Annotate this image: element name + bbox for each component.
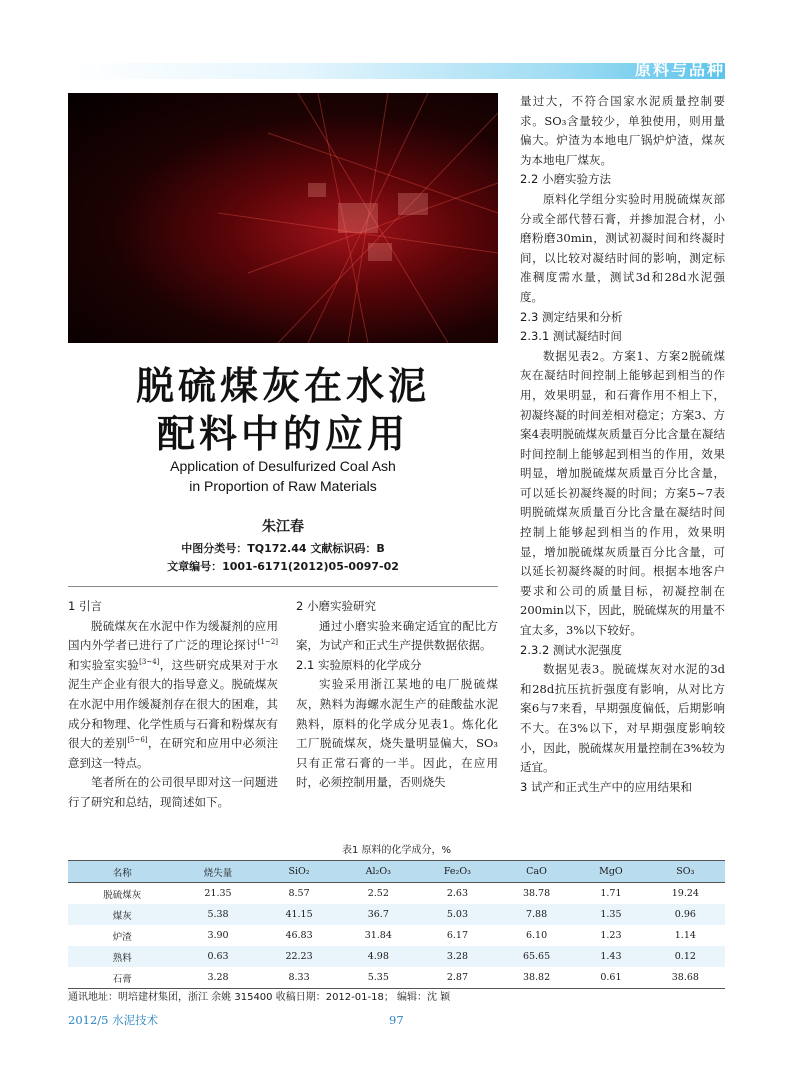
citation: [5~6] xyxy=(127,736,148,745)
table-cell: 46.83 xyxy=(285,930,313,941)
table-cell: 65.65 xyxy=(497,946,576,967)
subsection-heading: 2.3.1 测试凝结时间 xyxy=(520,329,622,344)
table-cell: 熟料 xyxy=(68,946,177,967)
citation: [1~2] xyxy=(257,638,278,647)
column-header: 烧失量 xyxy=(177,861,260,883)
text-run: ，在研究和应用中必须注意到这一特点。 xyxy=(68,736,279,770)
section-heading: 2 小磨实验研究 xyxy=(296,599,376,613)
table-cell: 煤灰 xyxy=(68,904,177,925)
table-cell: 5.03 xyxy=(418,904,497,925)
table-cell: 2.52 xyxy=(367,888,389,899)
section-heading: 1 引言 xyxy=(68,599,102,613)
table-row xyxy=(68,904,725,925)
table-header-row xyxy=(68,861,725,883)
text-run: 脱硫煤灰在水泥中作为缓凝剂的应用国内外学者已进行了广泛的理论探讨 xyxy=(68,618,278,653)
column-header: Al₂O₃ xyxy=(339,861,418,883)
english-title-line2: in Proportion of Raw Materials xyxy=(189,478,377,494)
column-header: SO₃ xyxy=(646,861,725,883)
table-cell: 8.33 xyxy=(259,967,338,989)
table-cell: 19.24 xyxy=(671,888,699,899)
table-cell: 6.17 xyxy=(446,930,468,941)
divider-rule xyxy=(68,586,498,587)
paragraph: 原料化学组分实验时用脱硫煤灰部分或全部代替石膏，并掺加混合材，小磨粉磨30min，测试初凝时间和终凝时间，以比较对凝结时间的影响，测定标准稠度需水量，测试3d和28d水泥强度。 xyxy=(520,191,725,304)
table-cell: 38.78 xyxy=(522,888,551,899)
table-cell: 41.15 xyxy=(259,904,338,925)
table-cell: 0.96 xyxy=(646,904,725,925)
classification-line: 中图分类号：TQ172.44 文献标识码：B xyxy=(181,542,385,555)
english-title-line1: Application of Desulfurized Coal Ash xyxy=(170,458,396,474)
table-cell: 脱硫煤灰 xyxy=(103,889,142,901)
right-column xyxy=(520,92,725,797)
column-header: CaO xyxy=(497,861,576,883)
table-cell: 石膏 xyxy=(68,967,177,989)
table-cell: 21.35 xyxy=(204,888,232,899)
section-heading: 2.1 实验原料的化学成分 xyxy=(296,657,422,672)
paragraph: 笔者所在的公司很早即对这一问题进行了研究和总结，现简述如下。 xyxy=(68,775,278,809)
hero-texture xyxy=(68,93,498,343)
article-title-line2: 配料中的应用 xyxy=(156,412,409,456)
table-cell: 31.84 xyxy=(364,930,392,941)
column-header: SiO₂ xyxy=(259,861,338,883)
table-row xyxy=(68,946,725,967)
chemical-composition-table xyxy=(68,860,725,989)
section-heading: 2.3 测定结果和分析 xyxy=(520,309,623,324)
table-caption: 表1 原料的化学成分，% xyxy=(341,845,452,856)
table-row xyxy=(68,883,725,905)
paragraph: 数据见表2。方案1、方案2脱硫煤灰在凝结时间控制上能够起到相当的作用，效果明显，和石膏作用不相上下，初凝终凝的时间差相对稳定；方案3、方案4表明脱硫煤灰质量百分比含量在凝结时间控制上能够起到相当的作用，效果明显，增加脱硫煤灰质量百分比含量，可以延长初凝终凝的时间；方案5~7表明脱硫煤灰质量百分比含量在凝结时间控制上能够起到相当的作用，效果明显，增加脱硫煤灰质量百分比含量，可以延长初凝终凝的时间。根据本地客户要求和公司的质量目标，初凝控制在200min以下，因此，脱硫煤灰的用量不宜太多，3%以下较好。 xyxy=(520,348,725,638)
column-header: MgO xyxy=(576,861,646,883)
hero-image xyxy=(68,93,498,343)
paragraph: 量过大，不符合国家水泥质量控制要求。SO₃含量较少，单独使用，则用量偏大。炉渣为本地电厂锅炉炉渣，煤灰为本地电厂煤灰。 xyxy=(520,94,725,167)
journal-issue: 2012/5 水泥技术 xyxy=(68,1013,159,1027)
left-column-2 xyxy=(296,597,498,793)
table-cell: 4.98 xyxy=(339,946,418,967)
table-cell: 22.23 xyxy=(259,946,338,967)
table-cell: 36.7 xyxy=(339,904,418,925)
contact-line: 通讯地址：明培建材集团，浙江 余姚 315400 收稿日期：2012-01-18； 编辑：沈 颖 xyxy=(68,992,451,1003)
table-cell: 5.35 xyxy=(339,967,418,989)
column-header: 名称 xyxy=(68,861,177,883)
table-cell: 0.12 xyxy=(646,946,725,967)
citation: [3~4] xyxy=(139,657,160,666)
table-cell: 3.28 xyxy=(418,946,497,967)
page-number: 97 xyxy=(389,1013,404,1027)
table-cell: 6.10 xyxy=(525,930,548,941)
paragraph: 通过小磨实验来确定适宜的配比方案，为试产和正式生产提供数据依据。 xyxy=(296,618,498,653)
table-cell: 3.90 xyxy=(207,930,229,941)
table-cell: 1.14 xyxy=(674,930,696,941)
table-cell: 5.38 xyxy=(177,904,260,925)
article-number-line: 文章编号：1001-6171(2012)05-0097-02 xyxy=(167,560,399,573)
section-heading: 2.2 小磨实验方法 xyxy=(520,172,611,187)
table-cell: 2.63 xyxy=(446,888,468,899)
section-heading: 3 试产和正式生产中的应用结果和 xyxy=(520,779,692,794)
paragraph: 实验采用浙江某地的电厂脱硫煤灰，熟料为海螺水泥生产的硅酸盐水泥熟料，原料的化学成分见表1。炼化化工厂脱硫煤灰，烧失量明显偏大，SO₃只有正常石膏的一半。因此，在应用时，必须控制用量，否则烧失 xyxy=(296,677,498,790)
table-row xyxy=(68,967,725,989)
text-run: 和实验室实验 xyxy=(68,657,140,672)
table-cell: 炉渣 xyxy=(112,931,132,943)
header-gradient-band xyxy=(68,63,725,79)
footer-rule xyxy=(68,988,725,989)
table-cell: 3.28 xyxy=(177,967,260,989)
table-cell: 1.35 xyxy=(576,904,646,925)
column-header: Fe₂O₃ xyxy=(418,861,497,883)
table-cell: 1.23 xyxy=(600,930,622,941)
table-cell: 38.68 xyxy=(646,967,725,989)
article-title-line1: 脱硫煤灰在水泥 xyxy=(135,364,430,408)
paragraph xyxy=(68,617,278,774)
table-cell: 1.71 xyxy=(600,888,622,899)
section-tag: 原料与品种 xyxy=(634,60,725,79)
table-row xyxy=(68,925,725,946)
table-cell: 8.57 xyxy=(288,888,310,899)
text-run: ，这些研究成果对于水泥生产企业有很大的指导意义。脱硫煤灰在水泥中用作缓凝剂存在很大的困难，其成分和物理、化学性质与石膏和粉煤灰有很大的差别 xyxy=(68,657,279,751)
table-cell: 38.82 xyxy=(497,967,576,989)
author-name: 朱江春 xyxy=(262,519,304,535)
left-column-1 xyxy=(68,597,278,813)
table-cell: 2.87 xyxy=(418,967,497,989)
table-cell: 7.88 xyxy=(497,904,576,925)
table-cell: 1.43 xyxy=(576,946,646,967)
table-cell: 0.63 xyxy=(177,946,260,967)
paragraph: 数据见表3。脱硫煤灰对水泥的3d和28d抗压抗折强度有影响，从对比方案6与7来看，早期强度偏低，后期影响不大。在3%以下，对早期强度影响较小，因此，脱硫煤灰用量控制在3%较为适宜。 xyxy=(520,662,725,775)
table-cell: 0.61 xyxy=(576,967,646,989)
subsection-heading: 2.3.2 测试水泥强度 xyxy=(520,642,622,657)
